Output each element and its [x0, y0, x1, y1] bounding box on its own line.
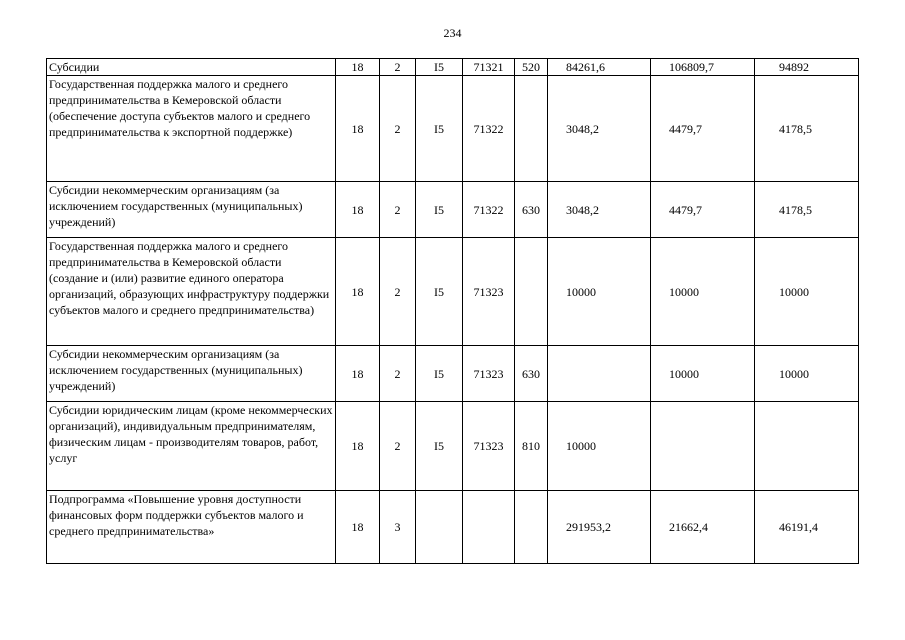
row-name: Государственная поддержка малого и среднего предпринимательства в Кемеровской области (создание и (или) развитие единого оператора организаций, образующих инфраструктуру поддержки субъектов малого и среднего предпринимательства) — [47, 238, 336, 346]
code-subprogram: I5 — [416, 346, 463, 402]
page-number: 234 — [443, 26, 462, 40]
value-year-1: 84261,6 — [548, 59, 651, 76]
row-name: Подпрограмма «Повышение уровня доступности финансовых форм поддержки субъектов малого и среднего предпринимательства» — [47, 491, 336, 564]
code-program: 2 — [380, 346, 416, 402]
code-expense-type — [515, 76, 548, 182]
table-row — [47, 491, 859, 564]
code-direction: 71323 — [463, 402, 515, 491]
value-year-3 — [755, 402, 859, 491]
code-subprogram: I5 — [416, 402, 463, 491]
code-program: 2 — [380, 238, 416, 346]
value-year-2: 21662,4 — [651, 491, 755, 564]
value-year-3: 94892 — [755, 59, 859, 76]
value-year-3: 4178,5 — [755, 182, 859, 238]
row-name: Государственная поддержка малого и среднего предпринимательства в Кемеровской области (обеспечение доступа субъектов малого и среднего предпринимательства к экспортной поддержке) — [47, 76, 336, 182]
code-program: 2 — [380, 402, 416, 491]
table-row — [47, 402, 859, 491]
code-subprogram: I5 — [416, 59, 463, 76]
value-year-3: 4178,5 — [755, 76, 859, 182]
code-ministry: 18 — [336, 182, 380, 238]
row-name: Субсидии некоммерческим организациям (за исключением государственных (муниципальных) учреждений) — [47, 346, 336, 402]
value-year-3: 10000 — [755, 346, 859, 402]
code-ministry: 18 — [336, 346, 380, 402]
table-row — [47, 238, 859, 346]
value-year-2 — [651, 402, 755, 491]
code-ministry: 18 — [336, 76, 380, 182]
code-direction: 71323 — [463, 346, 515, 402]
value-year-2: 4479,7 — [651, 182, 755, 238]
code-direction: 71322 — [463, 76, 515, 182]
code-expense-type: 630 — [515, 182, 548, 238]
value-year-1: 3048,2 — [548, 182, 651, 238]
code-direction: 71321 — [463, 59, 515, 76]
code-subprogram: I5 — [416, 182, 463, 238]
table-row — [47, 182, 859, 238]
code-ministry: 18 — [336, 59, 380, 76]
value-year-3: 10000 — [755, 238, 859, 346]
value-year-2: 106809,7 — [651, 59, 755, 76]
value-year-1: 10000 — [548, 402, 651, 491]
row-name: Субсидии — [47, 59, 336, 76]
code-subprogram: I5 — [416, 238, 463, 346]
value-year-2: 10000 — [651, 346, 755, 402]
table-row — [47, 59, 859, 76]
value-year-2: 4479,7 — [651, 76, 755, 182]
code-expense-type — [515, 238, 548, 346]
code-expense-type: 630 — [515, 346, 548, 402]
code-direction: 71323 — [463, 238, 515, 346]
code-direction — [463, 491, 515, 564]
code-program: 2 — [380, 59, 416, 76]
value-year-1: 291953,2 — [548, 491, 651, 564]
value-year-3: 46191,4 — [755, 491, 859, 564]
code-direction: 71322 — [463, 182, 515, 238]
code-expense-type: 520 — [515, 59, 548, 76]
code-expense-type: 810 — [515, 402, 548, 491]
row-name: Субсидии некоммерческим организациям (за исключением государственных (муниципальных) учреждений) — [47, 182, 336, 238]
row-name: Субсидии юридическим лицам (кроме некоммерческих организаций), индивидуальным предпринимателям, физическим лицам - производителям товаров, работ, услуг — [47, 402, 336, 491]
code-subprogram — [416, 491, 463, 564]
value-year-1: 10000 — [548, 238, 651, 346]
budget-table — [46, 58, 859, 564]
code-ministry: 18 — [336, 402, 380, 491]
code-subprogram: I5 — [416, 76, 463, 182]
code-ministry: 18 — [336, 491, 380, 564]
code-program: 2 — [380, 76, 416, 182]
code-program: 3 — [380, 491, 416, 564]
code-ministry: 18 — [336, 238, 380, 346]
table-row — [47, 76, 859, 182]
value-year-1: 3048,2 — [548, 76, 651, 182]
value-year-2: 10000 — [651, 238, 755, 346]
code-expense-type — [515, 491, 548, 564]
table-row — [47, 346, 859, 402]
code-program: 2 — [380, 182, 416, 238]
value-year-1 — [548, 346, 651, 402]
